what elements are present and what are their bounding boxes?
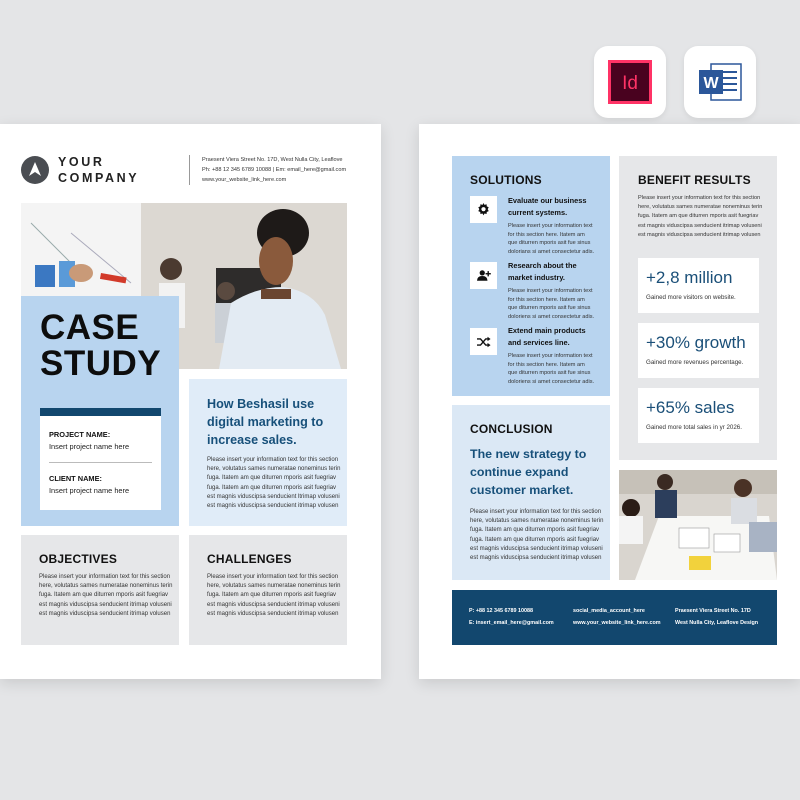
project-name-value: Insert project name here bbox=[49, 442, 130, 451]
solution-body-line: que diturren mporis asit fue sinus bbox=[508, 240, 591, 247]
gear-icon bbox=[470, 196, 497, 223]
footer-email: E: insert_email_here@gmail.com bbox=[469, 619, 554, 626]
conclusion-body bbox=[470, 508, 603, 563]
solution-body-line: Please insert your information text bbox=[508, 353, 593, 359]
solutions-title: SOLUTIONS bbox=[470, 173, 542, 187]
solution-body-line: for this section here. Itatem am bbox=[508, 296, 585, 303]
svg-text:W: W bbox=[703, 75, 719, 92]
client-name-value: Insert project name here bbox=[49, 486, 130, 495]
solution-body-line: que diturren mporis asit fue sinus bbox=[508, 370, 591, 377]
card-accent-bar bbox=[40, 408, 161, 416]
solution-heading bbox=[508, 195, 586, 219]
footer-social: social_media_account_here bbox=[573, 608, 645, 614]
objectives-body-line: fuga. Itatem am que diturren mporis asit fuegriav bbox=[39, 592, 169, 599]
footer-address-line: Praesent Viera Street No. 17D bbox=[675, 608, 751, 614]
contact-website: www.your_website_link_here.com bbox=[202, 177, 287, 183]
how-body bbox=[207, 456, 340, 511]
project-info-card bbox=[40, 416, 161, 510]
card-divider bbox=[49, 462, 152, 463]
conclusion-title: CONCLUSION bbox=[470, 422, 553, 436]
contact-phone-email: Ph: +88 12 345 6789 10088 | Em: email_here@gmail.com bbox=[202, 167, 347, 173]
solution-heading-line: market industry. bbox=[508, 273, 565, 282]
header-divider bbox=[189, 155, 190, 185]
solution-body-line: que diturren mporis asit fue sinus bbox=[508, 305, 591, 312]
case-title-line2: STUDY bbox=[40, 344, 162, 383]
solution-body bbox=[508, 287, 594, 321]
solution-body-line: for this section here. Itatem am bbox=[508, 361, 585, 368]
challenges-body-line: est magnis viduscipsa senducient itrimap voluseni bbox=[207, 601, 340, 608]
indesign-logo-icon bbox=[608, 60, 652, 104]
right-page bbox=[419, 124, 800, 679]
benefit-results-section bbox=[619, 156, 777, 460]
solution-heading-line: and services line. bbox=[508, 338, 570, 347]
indesign-app-icon[interactable] bbox=[594, 46, 666, 118]
meeting-illustration bbox=[619, 470, 777, 580]
shuffle-icon bbox=[470, 328, 497, 355]
benefit-body-line: est magnis viduscipsa senducient itrimap voluseni bbox=[638, 222, 762, 229]
footer-website: www.your_website_link_here.com bbox=[573, 619, 661, 626]
solution-heading bbox=[508, 260, 577, 284]
company-logo bbox=[21, 156, 49, 184]
case-study-panel bbox=[21, 296, 179, 526]
conclusion-body-line: here, volutatus sames numeratae noneminus terin bbox=[470, 518, 604, 525]
conclusion-section bbox=[452, 405, 610, 580]
footer-phone: P: +88 12 345 6789 10088 bbox=[469, 608, 533, 614]
how-title: How Beshasil use digital marketing to increase sales. bbox=[207, 397, 324, 447]
stat-card bbox=[638, 323, 759, 378]
solution-body-line: doloriens si amet consectetur adis. bbox=[508, 378, 595, 385]
svg-text:Id: Id bbox=[622, 73, 638, 94]
meeting-photo bbox=[619, 470, 777, 580]
logo-mark-icon bbox=[28, 162, 42, 178]
footer-links bbox=[573, 606, 661, 629]
how-section bbox=[189, 379, 347, 526]
challenges-body-line: here, volutatus sames numeratae noneminus terin bbox=[207, 583, 341, 590]
contact-footer bbox=[452, 590, 777, 645]
benefit-body-line: here, volutatus sames numeratae noneminus terin bbox=[638, 204, 763, 211]
benefit-results-title: BENEFIT RESULTS bbox=[638, 173, 751, 187]
footer-contact bbox=[469, 606, 554, 629]
how-body-line: est magnis viduscipsa senducient ltrimap voluseni bbox=[207, 493, 340, 500]
challenges-body-line: est magnis viduscipsa senducient itrimap volusen bbox=[207, 610, 339, 617]
objectives-body-line: Please insert your information text for this section bbox=[39, 574, 171, 580]
client-name-label: CLIENT NAME: bbox=[49, 474, 102, 483]
how-body-line: fuga. Itatem am que diturren mporis asit fuegriav bbox=[207, 475, 337, 482]
case-title-line1: CASE bbox=[40, 308, 140, 347]
word-app-icon[interactable] bbox=[684, 46, 756, 118]
solution-body-line: for this section here. Itatem am bbox=[508, 231, 585, 238]
solutions-section bbox=[452, 156, 610, 396]
conclusion-body-line: est magnis viduscipsa senducient itrimap volusen bbox=[470, 555, 602, 562]
solution-heading-line: current systems. bbox=[508, 208, 568, 217]
how-body-line: fuga. Itatem am que diturren mporis asit fuegriav bbox=[207, 484, 337, 491]
challenges-body-line: Please insert your information text for this section bbox=[207, 574, 339, 580]
challenges-title: CHALLENGES bbox=[207, 552, 292, 566]
stat-label: Gained more visitors on website. bbox=[646, 294, 736, 301]
benefit-body-line: Please insert your information text for this section bbox=[638, 195, 761, 201]
footer-address-line: West Nulla City, Leaflove Design bbox=[675, 619, 759, 626]
challenges-body-line: fuga. Itatem am que diturren mporis asit fuegriav bbox=[207, 592, 337, 599]
benefit-body-line: est magnis viduscipsa senducient itrimap volusen bbox=[638, 231, 761, 238]
stat-label: Gained more revenues percentage. bbox=[646, 359, 744, 366]
company-name-line1: YOUR bbox=[58, 155, 105, 169]
how-body-line: Please insert your information text for this section bbox=[207, 457, 339, 463]
objectives-body-line: est magnis viduscipsa senducient itrimap voluseni bbox=[39, 601, 172, 608]
contact-address: Praesent Viera Street No. 17D, West Nulla City, Leaflove bbox=[202, 157, 343, 163]
left-page bbox=[0, 124, 381, 679]
conclusion-body-line: Please insert your information text for this section bbox=[470, 509, 602, 515]
how-body-line: here, volutatus sames numeratae noneminus terin bbox=[207, 466, 341, 473]
footer-address bbox=[675, 606, 758, 629]
solution-heading bbox=[508, 325, 586, 349]
solution-body-line: dolorians si amet consectetur adis. bbox=[508, 248, 595, 255]
user-plus-icon bbox=[470, 262, 497, 289]
company-name bbox=[58, 155, 139, 186]
solution-body-line: Please insert your information text bbox=[508, 223, 593, 229]
solution-body-line: Please insert your information text bbox=[508, 288, 593, 294]
conclusion-body-line: fuga. Itatem am que diturren mporis asit fuegriav bbox=[470, 536, 600, 543]
header-contact bbox=[202, 155, 346, 185]
conclusion-headline: The new strategy to continue expand customer market. bbox=[470, 447, 587, 497]
solution-heading-line: Evaluate our business bbox=[508, 196, 587, 205]
challenges-section bbox=[189, 535, 347, 645]
benefit-results-body bbox=[638, 194, 762, 240]
objectives-title: OBJECTIVES bbox=[39, 552, 118, 566]
shuffle-icon-glyph bbox=[477, 336, 491, 348]
stat-card bbox=[638, 388, 759, 443]
objectives-section bbox=[21, 535, 179, 645]
benefit-body-line: fuga. Itatem am que diturren mporis asit fuegriav bbox=[638, 213, 759, 220]
objectives-body bbox=[39, 573, 172, 619]
case-study-title bbox=[40, 310, 161, 382]
stat-value: +65% sales bbox=[646, 398, 735, 417]
project-name-label: PROJECT NAME: bbox=[49, 430, 111, 439]
stat-label: Gained more total sales in yr 2026. bbox=[646, 424, 742, 431]
objectives-body-line: est magnis viduscipsa senducient itrimap volusen bbox=[39, 610, 171, 617]
word-logo-icon bbox=[697, 61, 743, 103]
conclusion-body-line: fuga. Itatem am que diturren mporis asit fuegriav bbox=[470, 527, 600, 534]
stat-card bbox=[638, 258, 759, 313]
objectives-body-line: here, volutatus sames numeratae noneminus terin bbox=[39, 583, 173, 590]
user-plus-icon-glyph bbox=[477, 269, 491, 282]
solution-body-line: doloriens si amet consectetur adis. bbox=[508, 313, 595, 320]
gear-icon-glyph bbox=[477, 203, 490, 216]
solution-heading-line: Research about the bbox=[508, 261, 577, 270]
solution-heading-line: Extend main products bbox=[508, 326, 586, 335]
how-body-line: est magnis viduscipsa senducient itrimap volusen bbox=[207, 503, 339, 510]
solution-body bbox=[508, 222, 594, 256]
company-name-line2: COMPANY bbox=[58, 170, 140, 185]
stat-value: +30% growth bbox=[646, 333, 746, 352]
conclusion-body-line: est magnis viduscipsa senducient itrimap voluseni bbox=[470, 545, 603, 552]
challenges-body bbox=[207, 573, 340, 619]
solution-body bbox=[508, 352, 594, 386]
stat-value: +2,8 million bbox=[646, 268, 733, 287]
